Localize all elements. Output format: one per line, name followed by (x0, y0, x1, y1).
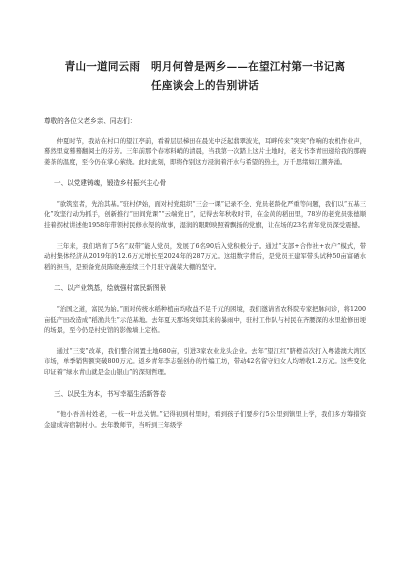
section-3-paragraph-1: “他小吾善村姓老，一枝一叶总关情。”记得初到村里时，看到孩子们要步行5公里到镇里上学，我们多方筹措资金建成寄宿制村小。去年教师节，当听到三年级学 (44, 411, 366, 429)
section-2-paragraph-2: 通过“三变”改革，我们整合闲置土地680亩，引进3家农业龙头企业。去年“望江红”脐橙首次打入粤港澳大湾区市场，单季销售额突破800万元。返乡青年李志强创办的竹编工坊，带动42名留守妇女人均增收1.2万元。这些变化印证着“绿水青山就是金山银山”的深刻哲理。 (44, 347, 366, 376)
section-heading-1: 一、以党建铸魂，锻造乡村振兴主心骨 (54, 179, 167, 188)
salutation: 尊敬的各位父老乡亲、同志们： (44, 117, 137, 125)
intro-paragraph: 仲夏时节，我站在村口的望江亭前，看着层层梯田在晨光中泛起翡翠波光，耳畔传来“突突”作响的农机作业声，蓦然里竟蓦蓦翻阅土的芬芳。三年前那个春寒料峭的清晨，当我第一次踏上这片土地时，老支书李青田递给我的那碗姜茶的温度，至今仍在掌心萦绕。此时此刻，即将作别这方浸润着汗水与希望的热土，万千思绪如江潮奔涌。 (44, 137, 366, 166)
section-1-paragraph-2: 三年来，我们培育了5名“双带”能人党员，发展了6名90后入党积极分子。通过“支部+合作社+农户”模式，带动村集体经济从2019年的12.6万元增长至2024年的287万元。这组数字背后，是党员王建军带头试种50亩富硒水稻的担当，是预备党员陈晓燕连续三个月驻守蔬菜大棚的坚守。 (44, 242, 366, 271)
section-heading-2: 二、以产业筑基，绘就强村富民新图景 (54, 284, 167, 293)
section-2-paragraph-1: “治国之道，富民为始。”面对传统水稻种植亩均收益不足千元的困境，我们邀请省农科院专家把脉问诊，将1200亩低产田改造成“稻渔共生”示范基地。去年夏天那场突如其来的暴雨中，驻村工作队与村民在齐腰深的水里抢修田埂的场景，至今仍是村史馆的影像墙上定格。 (44, 306, 366, 335)
section-1-paragraph-1: “欲筑室者，先治其基。”驻村伊始，面对村党组织“三会一课”记录不全、党员老龄化严重等问题，我们以“五基三化”攻坚行动为抓手，创新推行“田间党课”“云端党日”，记得去年秋收时节，在金黄的稻田里，78岁的老党员张德顺挂着拐杖讲述他1958年带领村民修水渠的故事，湿润的眼眶映照着飘扬的党旗，让在场的23名青年党员深受震撼。 (44, 200, 366, 230)
section-heading-3: 三、以民生为本，书写幸福生活新答卷 (54, 389, 167, 398)
document-title-line-1: 青山一道同云雨 明月何曾是两乡——在望江村第一书记离 (64, 61, 346, 73)
document-title-line-2: 任座谈会上的告别讲话 (151, 80, 259, 92)
